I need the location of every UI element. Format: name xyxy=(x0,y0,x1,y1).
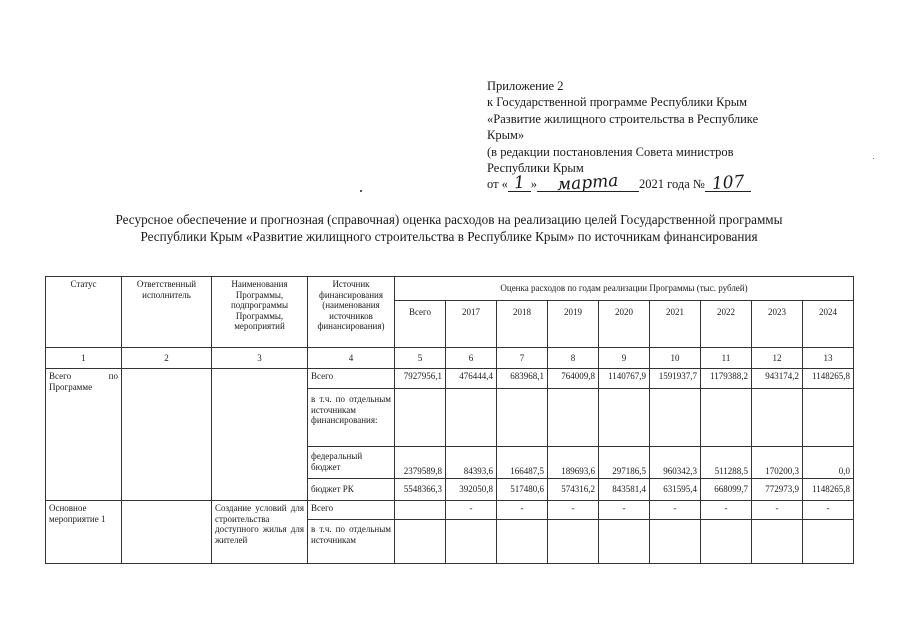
empty-cell xyxy=(803,389,854,447)
year-header: 2020 xyxy=(599,301,650,348)
value-cell: 476444,4 xyxy=(446,369,497,389)
row-source: Всего xyxy=(308,369,395,389)
column-number: 7 xyxy=(497,348,548,369)
value-cell: 7927956,1 xyxy=(395,369,446,389)
column-number: 2 xyxy=(122,348,212,369)
column-number: 5 xyxy=(395,348,446,369)
date-prefix: от « xyxy=(487,177,508,192)
appendix-date-line xyxy=(487,171,827,196)
empty-cell xyxy=(752,389,803,447)
appendix-line: Республики Крым xyxy=(487,161,584,176)
value-cell: 683968,1 xyxy=(497,369,548,389)
value-cell: 574316,2 xyxy=(548,479,599,501)
header-executor: Ответственный исполнитель xyxy=(122,277,212,348)
value-cell: 0,0 xyxy=(803,447,854,479)
column-number-row xyxy=(46,348,854,369)
value-cell: 1140767,9 xyxy=(599,369,650,389)
scan-speck xyxy=(873,158,874,159)
value-cell: 84393,6 xyxy=(446,447,497,479)
year-header: 2023 xyxy=(752,301,803,348)
column-number: 11 xyxy=(701,348,752,369)
empty-cell xyxy=(752,520,803,564)
row-executor-empty xyxy=(122,501,212,564)
row-source-text: в т.ч. по отдельным источникам xyxy=(311,524,391,545)
year-header: 2021 xyxy=(650,301,701,348)
value-cell: 2379589,8 xyxy=(395,447,446,479)
row-name-empty xyxy=(212,369,308,501)
date-year: 2021 года № xyxy=(639,177,705,192)
value-cell: 189693,6 xyxy=(548,447,599,479)
value-cell: 1148265,8 xyxy=(803,369,854,389)
title-line: Республики Крым «Развитие жилищного строительства в Республике Крым» по источникам финансирования xyxy=(140,229,758,244)
empty-cell xyxy=(701,389,752,447)
document-title xyxy=(40,211,858,245)
scan-speck xyxy=(360,190,362,192)
value-cell: 843581,4 xyxy=(599,479,650,501)
row-name-main-event: Создание условий для строительства доступного жилья для жителей xyxy=(212,501,308,564)
value-cell: - xyxy=(548,501,599,520)
row-source: федеральный бюджет xyxy=(308,447,395,479)
header-name: Наименования Программы, подпрограммы Программы, мероприятий xyxy=(212,277,308,348)
appendix-line: «Развитие жилищного строительства в Республике xyxy=(487,111,759,126)
value-cell: 511288,5 xyxy=(701,447,752,479)
handwritten-day: 1 xyxy=(513,173,526,194)
appendix-line: к Государственной программе Республики Крым xyxy=(487,95,748,110)
year-header: 2018 xyxy=(497,301,548,348)
row-status-main-event: Основное мероприятие 1 xyxy=(46,501,122,564)
handwritten-doc-number: 107 xyxy=(710,172,745,195)
value-cell: 1179388,2 xyxy=(701,369,752,389)
empty-cell xyxy=(395,389,446,447)
row-source: Всего xyxy=(308,501,395,520)
empty-cell xyxy=(803,520,854,564)
budget-table xyxy=(45,276,854,564)
header-estimate: Оценка расходов по годам реализации Программы (тыс. рублей) xyxy=(395,277,854,301)
value-cell: 764009,8 xyxy=(548,369,599,389)
column-number: 1 xyxy=(46,348,122,369)
row-executor-empty xyxy=(122,369,212,501)
empty-cell xyxy=(599,520,650,564)
value-cell: - xyxy=(446,501,497,520)
value-cell: 297186,5 xyxy=(599,447,650,479)
value-cell: 1148265,8 xyxy=(803,479,854,501)
empty-cell xyxy=(497,389,548,447)
value-cell: 166487,5 xyxy=(497,447,548,479)
value-cell: - xyxy=(497,501,548,520)
table-row-main-event xyxy=(46,501,854,520)
row-source: бюджет РК xyxy=(308,479,395,501)
value-cell: 392050,8 xyxy=(446,479,497,501)
date-mid: » xyxy=(530,177,538,192)
table-row-total xyxy=(46,369,854,389)
column-number: 6 xyxy=(446,348,497,369)
value-cell: 943174,2 xyxy=(752,369,803,389)
title-line: Ресурсное обеспечение и прогнозная (справочная) оценка расходов на реализацию целей Государственной программы xyxy=(115,212,783,227)
column-number: 13 xyxy=(803,348,854,369)
value-cell: 1591937,7 xyxy=(650,369,701,389)
handwritten-month: марта xyxy=(556,171,620,196)
value-cell: 668099,7 xyxy=(701,479,752,501)
appendix-line: Приложение 2 xyxy=(487,79,564,93)
column-number: 4 xyxy=(308,348,395,369)
row-status-total: Всего по Программе xyxy=(46,369,122,501)
year-header: 2024 xyxy=(803,301,854,348)
year-header: 2019 xyxy=(548,301,599,348)
value-cell: 631595,4 xyxy=(650,479,701,501)
value-cell: - xyxy=(599,501,650,520)
appendix-line: (в редакции постановления Совета министров xyxy=(487,144,734,159)
appendix-line: Крым» xyxy=(487,128,525,143)
empty-cell xyxy=(650,389,701,447)
value-cell: 517480,6 xyxy=(497,479,548,501)
value-cell: - xyxy=(650,501,701,520)
column-number: 8 xyxy=(548,348,599,369)
header-row xyxy=(46,277,854,301)
value-cell: 772973,9 xyxy=(752,479,803,501)
empty-cell xyxy=(548,520,599,564)
empty-cell xyxy=(446,520,497,564)
column-number: 3 xyxy=(212,348,308,369)
empty-cell xyxy=(446,389,497,447)
value-cell: - xyxy=(803,501,854,520)
row-source xyxy=(308,389,395,447)
empty-cell xyxy=(701,520,752,564)
empty-cell xyxy=(497,520,548,564)
column-number: 10 xyxy=(650,348,701,369)
empty-cell xyxy=(599,389,650,447)
value-cell: 5548366,3 xyxy=(395,479,446,501)
empty-cell xyxy=(395,520,446,564)
year-header: 2017 xyxy=(446,301,497,348)
year-header: 2022 xyxy=(701,301,752,348)
appendix-block xyxy=(487,78,827,196)
value-cell xyxy=(395,501,446,520)
value-cell: 960342,3 xyxy=(650,447,701,479)
value-cell: - xyxy=(752,501,803,520)
row-source xyxy=(308,520,395,564)
header-status: Статус xyxy=(46,277,122,348)
year-header: Всего xyxy=(395,301,446,348)
row-source-text: в т.ч. по отдельным источникам финансирования: xyxy=(311,394,391,425)
column-number: 12 xyxy=(752,348,803,369)
value-cell: 170200,3 xyxy=(752,447,803,479)
header-source: Источник финансирования (наименования источников финансирования) xyxy=(308,277,395,348)
empty-cell xyxy=(548,389,599,447)
value-cell: - xyxy=(701,501,752,520)
column-number: 9 xyxy=(599,348,650,369)
empty-cell xyxy=(650,520,701,564)
